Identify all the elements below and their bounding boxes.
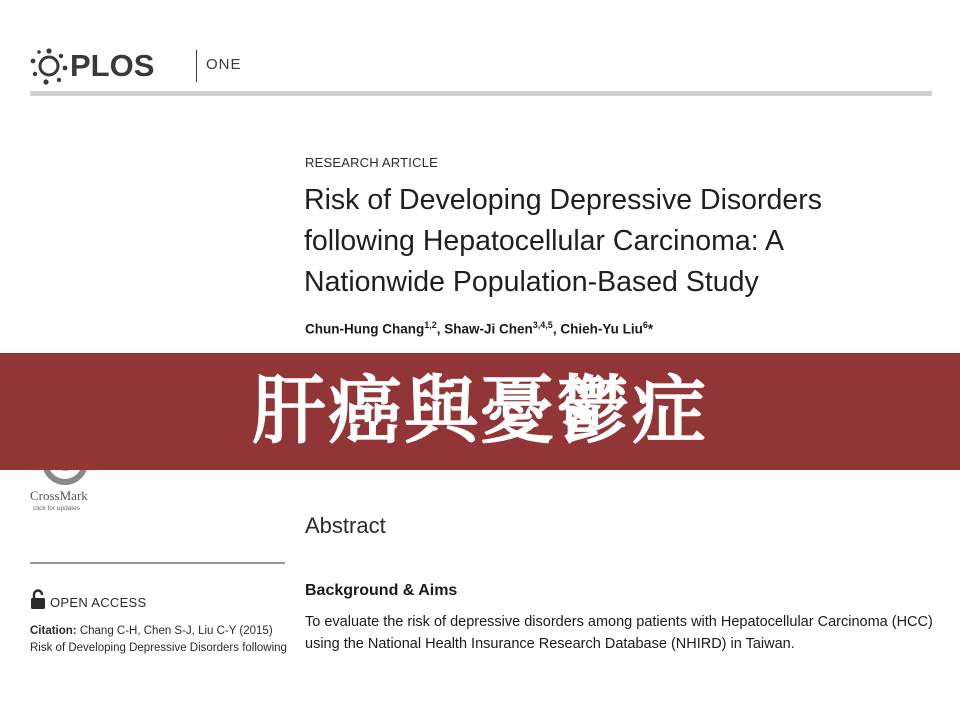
banner-title: 肝癌與憂鬱症 <box>252 368 708 454</box>
plos-logo-icon <box>30 47 68 85</box>
citation-block <box>30 623 290 657</box>
author-name[interactable]: Shaw-Ji Chen <box>444 321 533 337</box>
author-affiliation: 6 <box>642 320 648 330</box>
article-type: RESEARCH ARTICLE <box>305 155 438 170</box>
sidebar-rule <box>30 562 285 564</box>
logo-divider <box>196 50 197 82</box>
corresponding-author-mark: * <box>647 321 654 337</box>
header-rule <box>30 91 932 96</box>
title-overlay-banner <box>0 353 960 470</box>
author-affiliation: 3,4,5 <box>532 320 553 330</box>
author-name[interactable]: Chieh-Yu Liu <box>560 321 643 337</box>
journal-header <box>30 44 932 88</box>
author-list <box>305 320 653 337</box>
journal-logo-text: PLOS <box>70 48 155 83</box>
author-name[interactable]: Chun-Hung Chang <box>305 321 425 337</box>
citation-label: Citation: <box>30 625 77 637</box>
author-separator: , <box>436 321 445 337</box>
crossmark-sublabel: click for updates <box>33 505 80 512</box>
citation-text: Chang C-H, Chen S-J, Liu C-Y (2015) Risk of Developing Depressive Disorders following <box>30 625 287 654</box>
crossmark-badge[interactable] <box>30 470 110 516</box>
background-aims-heading: Background & Aims <box>305 582 458 599</box>
author-affiliation: 1,2 <box>424 320 437 330</box>
article-title: Risk of Developing Depressive Disorders following Hepatocellular Carcinoma: A Nationwide Population-Based Study <box>304 184 822 298</box>
background-aims-text: To evaluate the risk of depressive disorders among patients with Hepatocellular Carcinoma (HCC) using the National Health Insurance Research Database (NHIRD) in Taiwan. <box>305 614 933 652</box>
abstract-heading: Abstract <box>305 513 386 538</box>
journal-logo-sub: ONE <box>206 56 242 73</box>
author-separator: , <box>552 321 561 337</box>
crossmark-label: CrossMark <box>30 488 88 503</box>
open-access-label: OPEN ACCESS <box>50 595 147 610</box>
open-lock-icon <box>30 589 46 609</box>
